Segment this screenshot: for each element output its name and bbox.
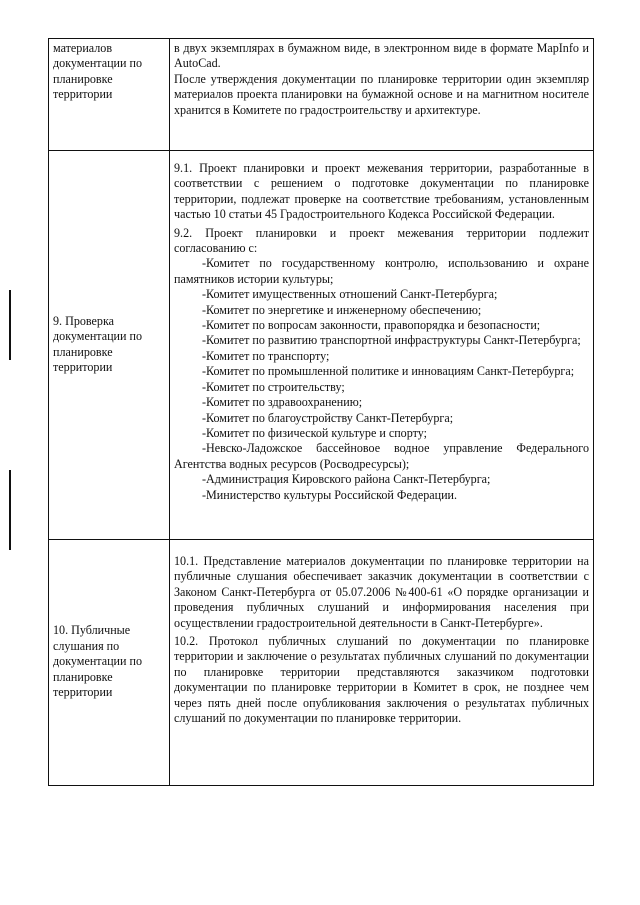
paragraph: в двух экземплярах в бумажном виде, в электронном виде в формате MapInfo и AutoCad. (174, 41, 589, 71)
row-content-cell (170, 39, 594, 151)
row-label: 10. Публичные слушания по документации по планировке территории (53, 623, 143, 700)
margin-mark (9, 290, 11, 360)
row-label-cell (49, 540, 170, 786)
agency-item: -Комитет имущественных отношений Санкт-Петербурга; (202, 287, 498, 302)
agency-item: -Комитет по транспорту; (202, 348, 330, 363)
paragraph: 10.2. Протокол публичных слушаний по документации по планировке территории и заключение о результатах публичных слушаний по документации по планировке территории представляются заказчиком подготовки документации по планировке территории в Комитет в срок, не позднее чем через пять дней после опубликования заключения о результатах публичных слушаний по документации по планировке территории. (174, 634, 589, 726)
agency-item: -Комитет по вопросам законности, правопорядка и безопасности; (202, 318, 541, 333)
agency-item: -Администрация Кировского района Санкт-Петербурга; (202, 472, 491, 487)
row-label: 9. Проверка документации по планировке территории (53, 313, 143, 374)
paragraph: 9.1. Проект планировки и проект межевания территории, разработанные в соответствии с решением о подготовке документации по планировке территории, подлежат проверке на соответствие требованиям, установленным частью 10 статьи 45 Градостроительного Кодекса Российской Федерации. (174, 161, 589, 222)
row-label: материалов документации по планировке территории (53, 41, 143, 102)
table-row (49, 540, 594, 786)
paragraph: После утверждения документации по планировке территории один экземпляр материалов проекта планировки на бумажной основе и на магнитном носителе хранится в Комитете по градостроительству и архитектуре. (174, 71, 589, 117)
agency-item: -Комитет по развитию транспортной инфраструктуры Санкт-Петербурга; (202, 333, 581, 348)
agency-item: -Комитет по здравоохранению; (202, 395, 363, 410)
margin-mark (9, 470, 11, 550)
row-label-cell (49, 39, 170, 151)
agency-item: -Невско-Ладожское бассейновое водное управление Федерального Агентства водных ресурсов (Росводресурсы); (174, 441, 589, 471)
paragraph: 9.2. Проект планировки и проект межевания территории подлежит согласованию с: (174, 225, 589, 256)
agency-item: -Комитет по государственному контролю, использованию и охране памятников истории культуры; (174, 256, 589, 286)
agency-item: -Министерство культуры Российской Федерации. (202, 487, 458, 502)
agency-item: -Комитет по энергетике и инженерному обеспечению; (202, 302, 482, 317)
paragraph: 10.1. Представление материалов документации по планировке территории на публичные слушания обеспечивает заказчик документации в соответствии с Законом Санкт-Петербурга от 05.07.2006 №400-61 «О порядке организации и проведения публичных слушаний и информирования населения при осуществлении градостроительной деятельности в Санкт-Петербурге». (174, 554, 589, 630)
table-row (49, 151, 594, 540)
agency-item: -Комитет по строительству; (202, 379, 345, 394)
agency-item: -Комитет по благоустройству Санкт-Петербурга; (202, 410, 454, 425)
row-label-cell (49, 151, 170, 540)
table-row (49, 39, 594, 151)
document-table (48, 38, 594, 786)
row-content-cell (170, 151, 594, 540)
row-content-cell (170, 540, 594, 786)
agency-item: -Комитет по физической культуре и спорту; (202, 425, 427, 440)
agency-item: -Комитет по промышленной политике и инновациям Санкт-Петербурга; (202, 364, 575, 379)
